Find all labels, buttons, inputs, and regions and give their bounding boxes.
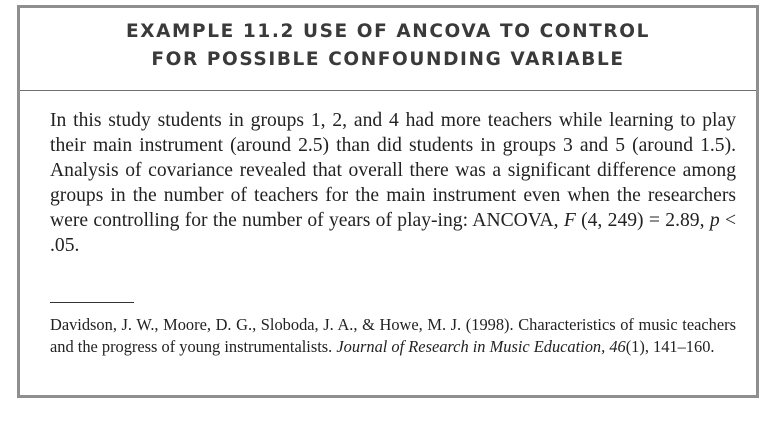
example-title-line-1: EXAMPLE 11.2 USE OF ANCOVA TO CONTROL — [126, 21, 650, 42]
p-value-symbol: p — [709, 210, 720, 231]
example-header — [20, 8, 756, 91]
citation-reference — [50, 314, 736, 357]
f-statistic-value: (4, 249) = 2.89, — [575, 210, 710, 231]
citation-issue-pages: (1), 141–160. — [625, 336, 715, 356]
example-title-line-2: FOR POSSIBLE CONFOUNDING VARIABLE — [151, 49, 625, 70]
citation-authors-title: Davidson, J. W., Moore, D. G., Sloboda, J. A., & Howe, M. J. (1998). Characteristics of music teachers and the progress of young instrumentalists. — [50, 315, 736, 356]
p-value-threshold: < .05. — [50, 210, 736, 256]
example-box — [17, 5, 759, 398]
footnote-divider — [50, 302, 134, 303]
f-statistic-symbol: F — [563, 210, 576, 231]
body-text: In this study students in groups 1, 2, and 4 had more teachers while learning to play their main instrument (around 2.5) than did students in groups 3 and 5 (around 1.5). Analysis of covariance revealed that overall there was a significant difference among groups in the number of teachers for the main instrument even when the researchers were controlling for the number of years of play-ing: ANCOVA, — [50, 110, 736, 231]
citation-journal: Journal of Research in Music Education, 46 — [336, 336, 626, 356]
example-body-paragraph — [50, 108, 736, 258]
